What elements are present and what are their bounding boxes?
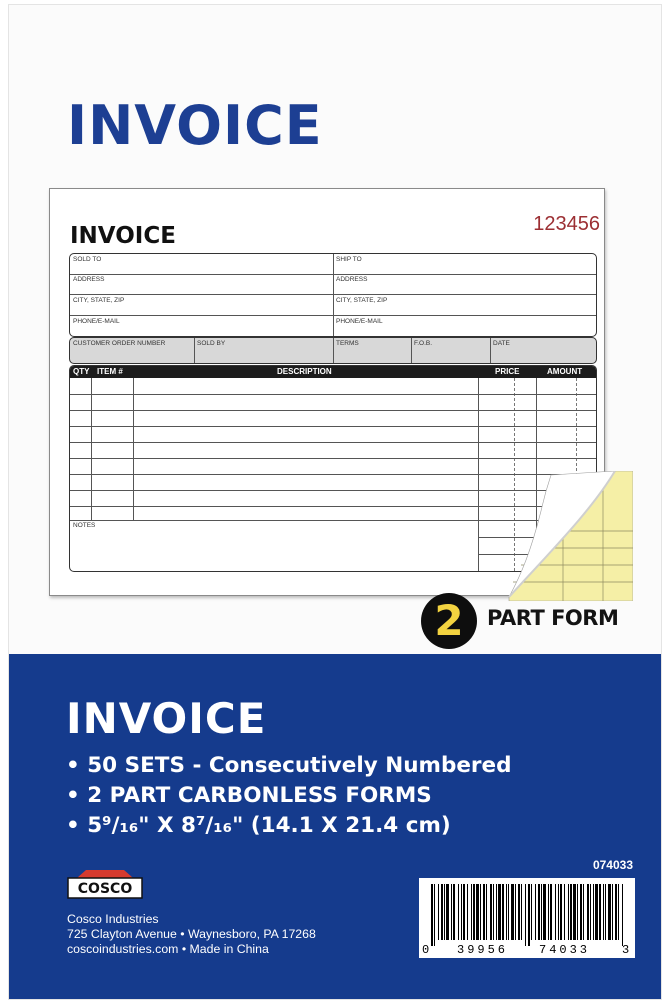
ship-address-label: ADDRESS bbox=[336, 276, 368, 283]
barcode-bar bbox=[535, 884, 536, 940]
barcode-bar bbox=[451, 884, 452, 940]
sold-phone-label: PHONE/E-MAIL bbox=[73, 318, 120, 325]
ship-to-label: SHIP TO bbox=[336, 256, 362, 263]
barcode-bar bbox=[618, 884, 619, 940]
barcode-digit: 0 bbox=[422, 943, 430, 957]
barcode-bar bbox=[515, 884, 516, 940]
barcode-bar bbox=[467, 884, 468, 940]
barcode-bar bbox=[564, 884, 565, 940]
items-header bbox=[70, 366, 596, 378]
barcode-bar bbox=[583, 884, 584, 940]
ship-phone-label: PHONE/E-MAIL bbox=[336, 318, 383, 325]
info-band bbox=[9, 654, 661, 999]
barcode-bar bbox=[615, 884, 617, 940]
barcode-bar bbox=[543, 884, 546, 940]
barcode-bar bbox=[473, 884, 475, 940]
barcode-bar bbox=[590, 884, 591, 940]
barcode-bar bbox=[476, 884, 479, 940]
barcode-bar bbox=[496, 884, 497, 940]
form-title: INVOICE bbox=[70, 223, 176, 249]
barcode-bar bbox=[441, 884, 443, 940]
company-line: Cosco Industries bbox=[67, 912, 159, 926]
barcode-bar bbox=[599, 884, 601, 940]
barcode-bar bbox=[528, 884, 530, 946]
barcode-bar bbox=[531, 884, 532, 940]
company-line: 725 Clayton Avenue • Waynesboro, PA 17268 bbox=[67, 927, 316, 941]
package-title: INVOICE bbox=[67, 94, 323, 157]
barcode-bar bbox=[568, 884, 569, 940]
company-address bbox=[67, 912, 316, 957]
company-line: coscoindustries.com • Made in China bbox=[67, 942, 269, 956]
terms-label: TERMS bbox=[336, 340, 359, 347]
barcode-bar bbox=[550, 884, 552, 940]
address-block bbox=[69, 253, 597, 337]
notes-label: NOTES bbox=[73, 522, 96, 529]
customer-order-label: CUSTOMER ORDER NUMBER bbox=[73, 340, 166, 347]
barcode-digit: 3 bbox=[622, 943, 630, 957]
barcode-bar bbox=[458, 884, 459, 940]
product-package bbox=[8, 4, 662, 1000]
barcode-bar bbox=[463, 884, 465, 940]
two-part-badge bbox=[421, 593, 477, 649]
barcode-digit: 74033 bbox=[539, 943, 591, 957]
barcode-bar bbox=[548, 884, 549, 940]
barcode-bar bbox=[595, 884, 598, 940]
carbon-copy-curl bbox=[501, 471, 633, 601]
barcode-bar bbox=[605, 884, 606, 940]
barcode-bar bbox=[438, 884, 439, 940]
col-qty: QTY bbox=[73, 367, 90, 376]
sold-by-label: SOLD BY bbox=[197, 340, 226, 347]
badge-number: 2 bbox=[434, 596, 464, 645]
col-amount: AMOUNT bbox=[547, 367, 583, 376]
sold-to-label: SOLD TO bbox=[73, 256, 102, 263]
barcode-bar bbox=[453, 884, 455, 940]
barcode-bar bbox=[506, 884, 507, 940]
barcode-bar bbox=[560, 884, 562, 940]
barcode-bar bbox=[483, 884, 485, 940]
ship-city-label: CITY, STATE, ZIP bbox=[336, 297, 388, 304]
logo-text: COSCO bbox=[77, 881, 133, 897]
fob-label: F.O.B. bbox=[414, 340, 433, 347]
sold-city-label: CITY, STATE, ZIP bbox=[73, 297, 125, 304]
barcode-bar bbox=[577, 884, 578, 940]
barcode-bar bbox=[493, 884, 494, 940]
feature-item: • 2 PART CARBONLESS FORMS bbox=[66, 783, 432, 808]
barcode-bar bbox=[434, 884, 435, 946]
barcode-bar bbox=[622, 884, 623, 946]
band-title: INVOICE bbox=[66, 694, 267, 743]
sold-address-label: ADDRESS bbox=[73, 276, 105, 283]
barcode-bar bbox=[502, 884, 504, 940]
feature-list bbox=[66, 751, 512, 841]
barcode-bar bbox=[570, 884, 572, 940]
barcode-bar bbox=[518, 884, 520, 940]
barcode-bar bbox=[587, 884, 589, 940]
barcode-bars bbox=[419, 882, 635, 946]
date-label: DATE bbox=[493, 340, 510, 347]
barcode-bar bbox=[541, 884, 542, 940]
barcode-bar bbox=[555, 884, 556, 940]
col-price: PRICE bbox=[495, 367, 520, 376]
barcode-bar bbox=[612, 884, 613, 940]
barcode-bar bbox=[444, 884, 445, 940]
barcode-bar bbox=[508, 884, 509, 940]
barcode-bar bbox=[573, 884, 576, 940]
barcode-bar bbox=[490, 884, 492, 940]
feature-item: • 50 SETS - Consecutively Numbered bbox=[66, 753, 512, 778]
barcode-bar bbox=[471, 884, 472, 940]
barcode-bar bbox=[480, 884, 481, 940]
barcode-digit: 39956 bbox=[457, 943, 509, 957]
sku-number: 074033 bbox=[592, 858, 633, 872]
feature-item: • 5⁹/₁₆" X 8⁷/₁₆" (14.1 X 21.4 cm) bbox=[66, 813, 451, 838]
barcode-bar bbox=[511, 884, 514, 940]
badge-text: PART FORM bbox=[487, 606, 619, 630]
cosco-logo bbox=[67, 869, 143, 899]
barcode-bar bbox=[525, 884, 526, 946]
col-item: ITEM # bbox=[97, 367, 123, 376]
barcode-bar bbox=[498, 884, 501, 940]
order-info-bar bbox=[69, 337, 597, 364]
form-number: 123456 bbox=[533, 213, 600, 235]
barcode-bar bbox=[608, 884, 611, 940]
barcode-bar bbox=[461, 884, 462, 940]
barcode bbox=[419, 878, 635, 958]
barcode-bar bbox=[538, 884, 540, 940]
col-description: DESCRIPTION bbox=[277, 367, 332, 376]
barcode-bar bbox=[580, 884, 582, 940]
barcode-bar bbox=[486, 884, 487, 940]
barcode-bar bbox=[593, 884, 594, 940]
barcode-bar bbox=[446, 884, 449, 940]
barcode-bar bbox=[558, 884, 559, 940]
barcode-bar bbox=[521, 884, 522, 940]
barcode-bar bbox=[431, 884, 433, 946]
barcode-bar bbox=[603, 884, 604, 940]
